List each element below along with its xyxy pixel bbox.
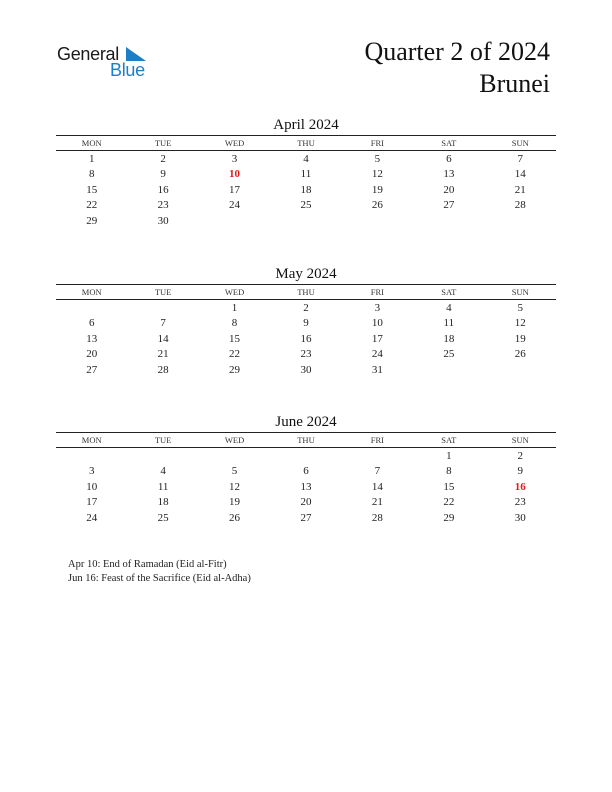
date-cell: 18: [443, 332, 455, 345]
date-cell: 23: [514, 496, 526, 509]
date-cell: 29: [229, 363, 241, 376]
date-cell: 6: [303, 465, 309, 478]
date-cell: 3: [88, 465, 95, 478]
weekday-label: THU: [297, 138, 315, 148]
date-cell: 7: [374, 465, 381, 478]
weekday-label: MON: [81, 287, 102, 297]
date-cell: 9: [303, 317, 309, 330]
week-row: [56, 479, 556, 495]
date-cell: 12: [229, 480, 241, 493]
date-cell: 28: [371, 511, 383, 524]
date-cell: 17: [229, 183, 241, 196]
date-cell: 7: [517, 152, 523, 165]
month-title: June 2024: [275, 414, 337, 430]
date-cell: 25: [443, 348, 455, 361]
date-cell: 19: [514, 332, 526, 345]
date-cell: 2: [303, 301, 309, 314]
date-cell: 27: [300, 511, 312, 524]
holiday-date-cell: 16: [514, 480, 526, 493]
date-cell: 20: [443, 183, 455, 196]
week-row: [56, 151, 556, 167]
date-cell: 21: [371, 496, 383, 509]
title-country: Brunei: [479, 69, 550, 98]
date-cell: 19: [229, 496, 241, 509]
weekday-label: WED: [224, 435, 245, 445]
date-cell: 22: [229, 348, 241, 361]
weekday-header: [56, 432, 556, 448]
date-cell: 6: [88, 317, 95, 330]
weekday-label: WED: [224, 138, 245, 148]
date-cell: 8: [231, 317, 238, 330]
weekday-label: SAT: [441, 435, 457, 445]
date-cell: 6: [446, 152, 452, 165]
date-cell: 5: [374, 152, 381, 165]
date-cell: 4: [160, 465, 166, 478]
holiday-notes: [68, 558, 251, 586]
date-cell: 22: [443, 496, 455, 509]
date-cell: 27: [443, 199, 455, 212]
month-may: [56, 264, 556, 378]
date-cell: 12: [371, 168, 383, 181]
week-row: [56, 362, 556, 378]
date-cell: 15: [443, 480, 455, 493]
weekday-label: SAT: [441, 287, 457, 297]
weekday-label: SUN: [511, 138, 529, 148]
date-cell: 10: [371, 317, 383, 330]
date-cell: 18: [157, 496, 169, 509]
week-row: [56, 495, 556, 511]
weekday-label: THU: [297, 287, 315, 297]
week-row: [56, 213, 556, 229]
date-cell: 31: [371, 363, 383, 376]
date-cell: 22: [86, 199, 98, 212]
date-cell: 21: [514, 183, 526, 196]
date-cell: 23: [157, 199, 169, 212]
date-cell: 13: [300, 480, 312, 493]
week-row: [56, 198, 556, 214]
week-row: [56, 300, 556, 316]
generalblue-logo: [57, 44, 157, 84]
holiday-note: Jun 16: Feast of the Sacrifice (Eid al-Adha): [68, 573, 251, 584]
date-cell: 30: [514, 511, 526, 524]
weekday-label: SAT: [441, 138, 457, 148]
weekday-label: THU: [297, 435, 315, 445]
date-cell: 1: [446, 449, 452, 462]
date-cell: 29: [86, 214, 98, 227]
date-cell: 3: [231, 152, 238, 165]
date-cell: 9: [517, 465, 523, 478]
date-cell: 16: [157, 183, 169, 196]
holiday-date-cell: 10: [229, 168, 241, 181]
date-cell: 7: [160, 317, 166, 330]
week-row: [56, 347, 556, 363]
holiday-note: Apr 10: End of Ramadan (Eid al-Fitr): [68, 559, 227, 570]
month-june: [56, 412, 556, 526]
date-cell: 2: [517, 449, 523, 462]
date-cell: 24: [371, 348, 383, 361]
date-cell: 14: [514, 168, 526, 181]
weekday-header: [56, 284, 556, 300]
week-row: [56, 182, 556, 198]
date-cell: 18: [300, 183, 312, 196]
weekday-label: MON: [81, 138, 102, 148]
date-cell: 26: [514, 348, 526, 361]
date-cell: 11: [157, 480, 169, 493]
date-cell: 13: [443, 168, 455, 181]
date-cell: 21: [157, 348, 169, 361]
week-row: [56, 510, 556, 526]
date-cell: 26: [371, 199, 383, 212]
weekday-header: [56, 135, 556, 151]
date-cell: 17: [371, 332, 383, 345]
date-cell: 1: [231, 301, 238, 314]
date-cell: 28: [514, 199, 526, 212]
weekday-label: FRI: [370, 138, 385, 148]
weekday-label: TUE: [154, 287, 172, 297]
date-cell: 13: [86, 332, 98, 345]
date-cell: 8: [446, 465, 452, 478]
date-cell: 5: [517, 301, 523, 314]
weekday-label: WED: [224, 287, 245, 297]
date-cell: 14: [371, 480, 383, 493]
date-cell: 24: [86, 511, 98, 524]
date-cell: 27: [86, 363, 98, 376]
date-cell: 30: [300, 363, 312, 376]
logo-text-blue: Blue: [110, 60, 145, 80]
date-cell: 14: [157, 332, 169, 345]
date-cell: 12: [514, 317, 526, 330]
weekday-label: FRI: [370, 435, 385, 445]
date-cell: 5: [231, 465, 238, 478]
weekday-label: SUN: [511, 287, 529, 297]
logo-text-general: General: [57, 44, 119, 64]
date-cell: 30: [157, 214, 169, 227]
date-cell: 20: [300, 496, 312, 509]
date-cell: 20: [86, 348, 98, 361]
month-april: [56, 115, 556, 229]
date-cell: 4: [303, 152, 309, 165]
logo-triangle-icon: [126, 47, 146, 61]
date-cell: 8: [88, 168, 95, 181]
week-row: [56, 331, 556, 347]
date-cell: 2: [160, 152, 166, 165]
date-cell: 1: [88, 152, 95, 165]
date-cell: 3: [374, 301, 381, 314]
date-cell: 29: [443, 511, 455, 524]
date-cell: 17: [86, 496, 98, 509]
week-row: [56, 464, 556, 480]
date-cell: 11: [300, 168, 312, 181]
week-row: [56, 316, 556, 332]
title-quarter: Quarter 2 of 2024: [364, 37, 550, 66]
weekday-label: TUE: [154, 138, 172, 148]
date-cell: 9: [160, 168, 166, 181]
date-cell: 25: [157, 511, 169, 524]
weekday-label: SUN: [511, 435, 529, 445]
weekday-label: FRI: [370, 287, 385, 297]
date-cell: 15: [86, 183, 98, 196]
month-title: April 2024: [273, 117, 339, 133]
date-cell: 26: [229, 511, 241, 524]
date-cell: 16: [300, 332, 312, 345]
date-cell: 10: [86, 480, 98, 493]
date-cell: 11: [443, 317, 455, 330]
week-row: [56, 167, 556, 183]
date-cell: 19: [371, 183, 383, 196]
week-row: [56, 448, 556, 464]
date-cell: 4: [446, 301, 452, 314]
date-cell: 24: [229, 199, 241, 212]
date-cell: 28: [157, 363, 169, 376]
month-title: May 2024: [275, 266, 337, 282]
date-cell: 23: [300, 348, 312, 361]
page-title: [364, 36, 550, 100]
date-cell: 25: [300, 199, 312, 212]
weekday-label: MON: [81, 435, 102, 445]
date-cell: 15: [229, 332, 241, 345]
weekday-label: TUE: [154, 435, 172, 445]
